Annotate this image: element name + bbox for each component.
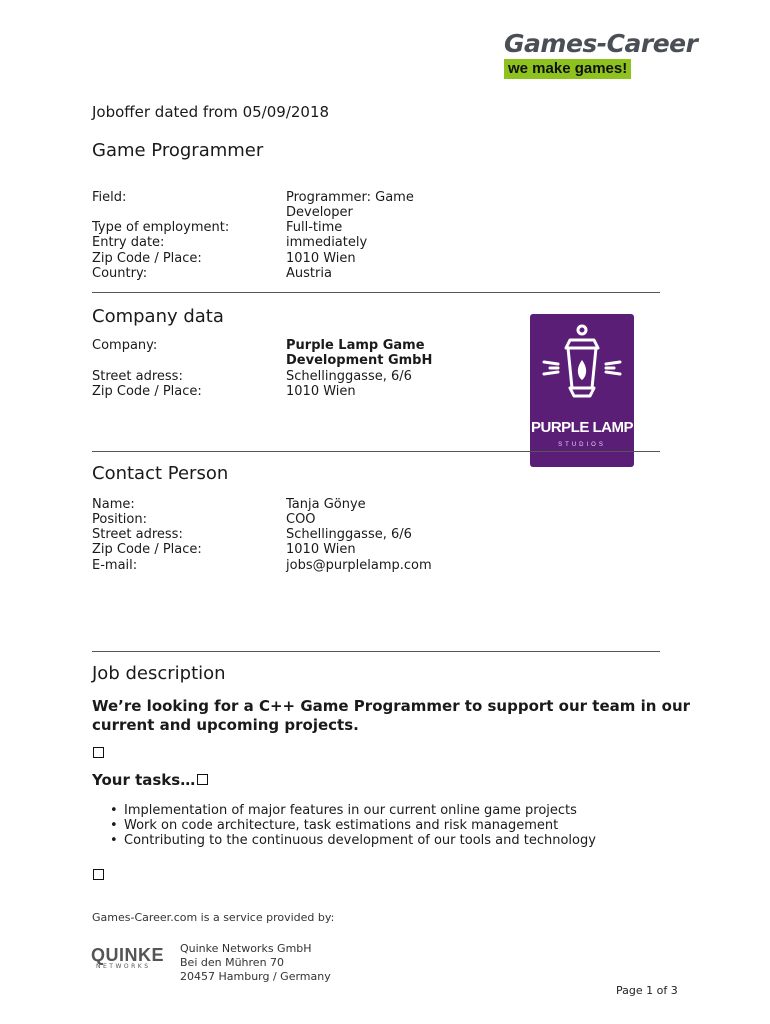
contact-position-label: Position:: [92, 512, 147, 527]
job-lead-text: We’re looking for a C++ Game Programmer to support our team in our current and upcoming projects.: [92, 697, 691, 734]
checkbox-glyph: [93, 747, 104, 758]
employment-type-value: Full-time: [286, 220, 343, 235]
job-zip-value: 1010 Wien: [286, 251, 356, 266]
field-value: Programmer: Game Developer: [286, 190, 414, 221]
country-label: Country:: [92, 266, 148, 281]
company-street-label: Street adress:: [92, 369, 183, 384]
page-number: Page 1 of 3: [616, 984, 678, 997]
logo-subtitle: STUDIOS: [558, 442, 606, 448]
games-career-logo: [504, 29, 729, 77]
task-item: • Work on code architecture, task estimations and risk management: [108, 818, 596, 833]
address-line: Quinke Networks GmbH: [180, 942, 312, 955]
task-item: • Contributing to the continuous development of our tools and technology: [108, 833, 596, 848]
contact-name-label: Name:: [92, 497, 135, 512]
country-value: Austria: [286, 266, 332, 281]
job-zip-label: Zip Code / Place:: [92, 251, 202, 266]
job-title: Game Programmer: [92, 140, 264, 161]
contact-position-value: COO: [286, 512, 316, 527]
tasks-heading: [92, 771, 208, 789]
purple-lamp-logo: [530, 314, 634, 467]
brand-slogan: we make games!: [504, 59, 631, 79]
contact-zip-label: Zip Code / Place:: [92, 542, 202, 557]
contact-email-link[interactable]: jobs@purplelamp.com: [286, 558, 432, 573]
task-item: • Implementation of major features in our current online game projects: [108, 803, 596, 818]
company-street-value: Schellinggasse, 6/6: [286, 369, 412, 384]
job-description-heading: Job description: [92, 663, 226, 684]
contact-heading: Contact Person: [92, 463, 229, 484]
quinke-sub: NETWORKS: [96, 963, 151, 970]
entry-date-value: immediately: [286, 235, 368, 250]
job-offer-date: Joboffer dated from 05/09/2018: [92, 103, 330, 121]
entry-date-label: Entry date:: [92, 235, 165, 250]
address-line: Bei den Mühren 70: [180, 956, 285, 969]
lamp-icon: [530, 314, 634, 414]
company-heading: Company data: [92, 306, 224, 327]
company-zip-value: 1010 Wien: [286, 384, 356, 399]
company-label: Company:: [92, 338, 158, 353]
checkbox-glyph: [93, 869, 104, 880]
divider: [92, 451, 660, 452]
company-name-line1: Purple Lamp Game: [286, 338, 425, 353]
service-note: Games-Career.com is a service provided by:: [92, 911, 335, 924]
tasks-heading-text: Your tasks…: [92, 771, 196, 789]
field-label: Field:: [92, 190, 127, 205]
brand-name: Games-Career: [504, 29, 698, 58]
divider: [92, 651, 660, 652]
provider-address: [180, 942, 331, 984]
address-line: 20457 Hamburg / Germany: [180, 970, 331, 983]
employment-type-label: Type of employment:: [92, 220, 230, 235]
contact-street-value: Schellinggasse, 6/6: [286, 527, 412, 542]
task-list: [108, 803, 596, 849]
checkbox-glyph: [197, 774, 208, 785]
contact-name-value: Tanja Gönye: [286, 497, 366, 512]
contact-street-label: Street adress:: [92, 527, 183, 542]
company-name-line2: Development GmbH: [286, 353, 433, 368]
quinke-name: QUINKE: [91, 945, 165, 965]
logo-title: PURPLE LAMP: [530, 419, 633, 436]
quinke-logo: [91, 945, 164, 970]
contact-email-label: E-mail:: [92, 558, 138, 573]
divider: [92, 292, 660, 293]
company-zip-label: Zip Code / Place:: [92, 384, 202, 399]
contact-zip-value: 1010 Wien: [286, 542, 356, 557]
